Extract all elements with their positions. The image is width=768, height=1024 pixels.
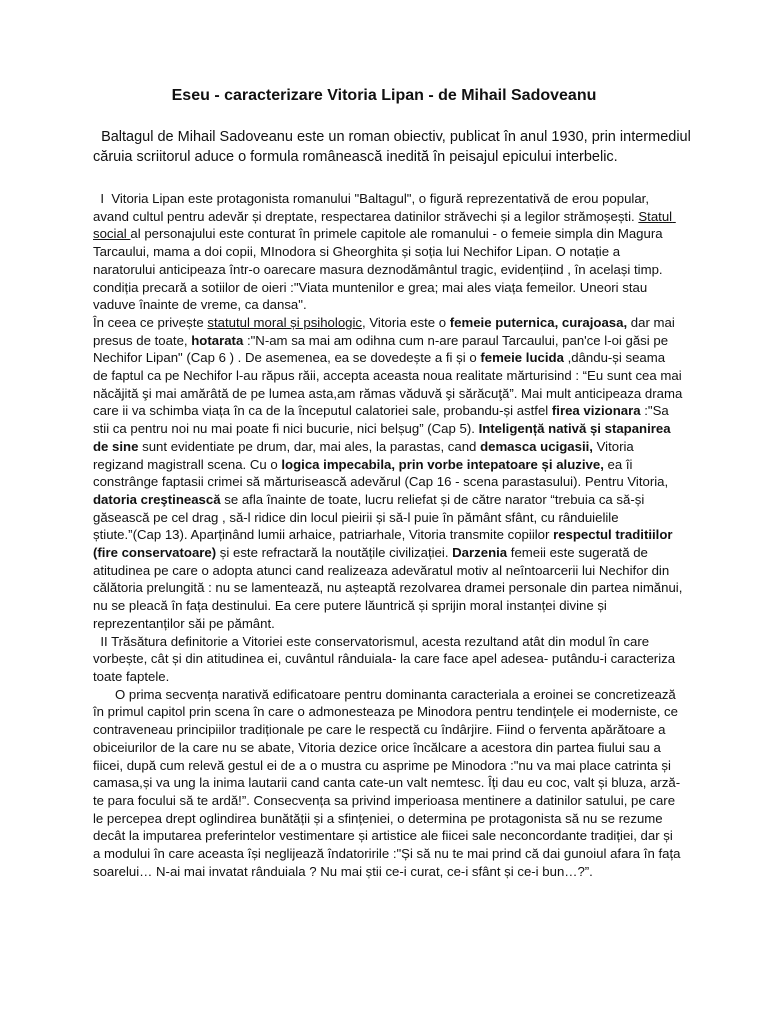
bold-trait: logica impecabila, prin vorbe intepatoare și aluzive, [281,456,604,472]
bold-trait: femeie puternica, curajoasa, [449,314,628,330]
bold-trait: datoria creştinească [93,491,221,507]
bold-trait: firea vizionara [551,403,641,419]
text-run: :"Sa stii ca pentru noi nu mai poate fi nici bucurie, nici belșug” (Cap 5). [93,403,673,437]
intro-paragraph: Baltagul de Mihail Sadoveanu este un roman obiectiv, publicat în anul 1930, prin intermediul căruia scriitorul aduce o formula românească inedită în peisajul epicului interbelic. [93,129,695,165]
bold-trait: demasca ucigasii, [480,438,593,454]
text-run: I Vitoria Lipan este protagonista romanului "Baltagul", o figură reprezentativă de erou popular, avand cultul pentru adevăr și dreptate, respectarea datinilor străvechi și a legilor strămoșești. [93,191,653,224]
essay-body [93,190,687,880]
paragraph-moral-status [93,314,687,633]
text-run: și este refractară la noutățile civilizației. [216,545,453,561]
paragraph-social-status [93,190,683,314]
paragraph-narrative-sequence: O prima secvența narativă edificatoare pentru dominanta caracteriala a eroinei se concretizează în primul capitol prin scena în care o admonesteaza pe Minodora pentru tendințele ei moderniste, ce contraveneau principiilor tradiționale pe care le respectă cu îndârjire. Fiind o ferventa apărătoare a obiceiurilor de la care nu se abate, Vitoria dezice orice încălcare a acestora din partea fiului sau a fiicei, după cum relevă gestul ei de a o mustra cu asprime pe Minodora :"nu va mai place catrinta și camasa,și va ung la inima lautarii cand canta cate-un valt nemtesc. Îți dau eu coc, valt și bluza, arză-te para focului să te ardă!”. Consecvența sa privind imperioasa mentinere a datinilor satului, pe care le percepea drept oglindirea bunătății și a sfințeniei, o determina pe protagonista să nu se rezume decât la imputarea preferintelor vestimentare și artistice ale fiicei sale neconcordante tradiției, dar și a modului în care aceasta își neglijează îndatoririle :"Și să nu te mai prind că dai gunoiul afara în fața soarelui… N-ai mai invatat rânduiala ? Nu mai știi ce-i curat, ce-i sfânt și ce-i bun…?”. [93,686,685,879]
bold-trait: respectul traditiilor (fire conservatoare) [93,527,677,561]
text-run: În ceea ce privește [93,314,208,330]
underlined-term: Statul social [93,208,676,242]
text-run: , Vitoria este o [362,314,450,330]
text-run: Vitoria regizand magistrall scena. Cu o [93,438,638,472]
underlined-term: statutul moral și psihologic [207,314,363,330]
text-run: :"N-am sa mai am odihna cum n-are paraul Tarcaului, pan'ce l-oi găsi pe Nechifor Lipan" (Cap 6 ) . De asemenea, ea se dovedește a fi și o [93,332,672,366]
text-run: se afla înainte de toate, lucru reliefat și de către narator “trebuia ca să-și găsească pe cel drag , să-l ridice din locul pieirii și să-l puie în pământ sfânt, cu rânduielile știute.”(Cap 13). Aparținând lumii arhaice, patriarhale, Vitoria transmite copiilor [93,491,648,543]
bold-trait: femeie lucida [480,350,564,366]
text-run: al personajului este conturat în primele capitole ale romanului - o femeie simpla din Magura Tarcaului, mama a doi copii, MInodora si Gheorghita și soția lui Nechifor Lipan. O notație a naratorului anticipeaza într-o oarecare masura deznodământul tragic, evidențiind , în același timp. condiția precară a sotiilor de oieri :"Viata muntenilor e grea; mai ales viața femeilor. Uneori stau vaduve înainte de vreme, ca dansa". [93,226,667,313]
bold-trait: Inteligență nativă și stapanirea de sine [93,421,675,454]
text-run: femeii este sugerată de atitudinea pe care o adopta atunci cand realizeaza adevăratul motiv al neîntoarcerii lui Nechifor din călătoria prelungită : nu se lamentează, nu așteaptă rezolvarea dramei personale din partea nimănui, nu se pleacă în fața destinului. Ea cere putere lăuntrică și sprijin moral instanței divine și reprezentanților săi pe pământ. [93,545,687,631]
text-run: ea îi constrânge faptasii crimei să mărturisească adevărul (Cap 16 - scena parastasului). Pentru Vitoria, [93,456,672,490]
essay-title: Eseu - caracterizare Vitoria Lipan - de Mihail Sadoveanu [171,87,597,104]
bold-trait: hotarata [191,332,244,348]
text-run: dar mai presus de toate, [93,314,679,348]
paragraph-conservatism: II Trăsătura definitorie a Vitoriei este conservatorismul, acesta rezultand atât din modul în care vorbește, cât și din atitudinea ei, cuvântul rânduiala- la care face apel adesea- putându-i caracteriza toate faptele. [93,633,679,684]
text-run: sunt evidentiate pe drum, dar, mai ales, la parastas, cand [138,438,481,454]
bold-trait: Darzenia [452,545,508,561]
text-run: ,dându-și seama de faptul ca pe Nechifor l-au răpus răii, accepta aceasta noua realitate mărturisind : “Eu sunt cea mai năcăjită şi mai amărâtă de pe lumea asta,am rămas văduvă şi sărăcuţă”. Mai mult anticipeaza drama care ii va schimba viața în ca de la începutul calatoriei sale, probandu-și astfel [93,350,686,419]
